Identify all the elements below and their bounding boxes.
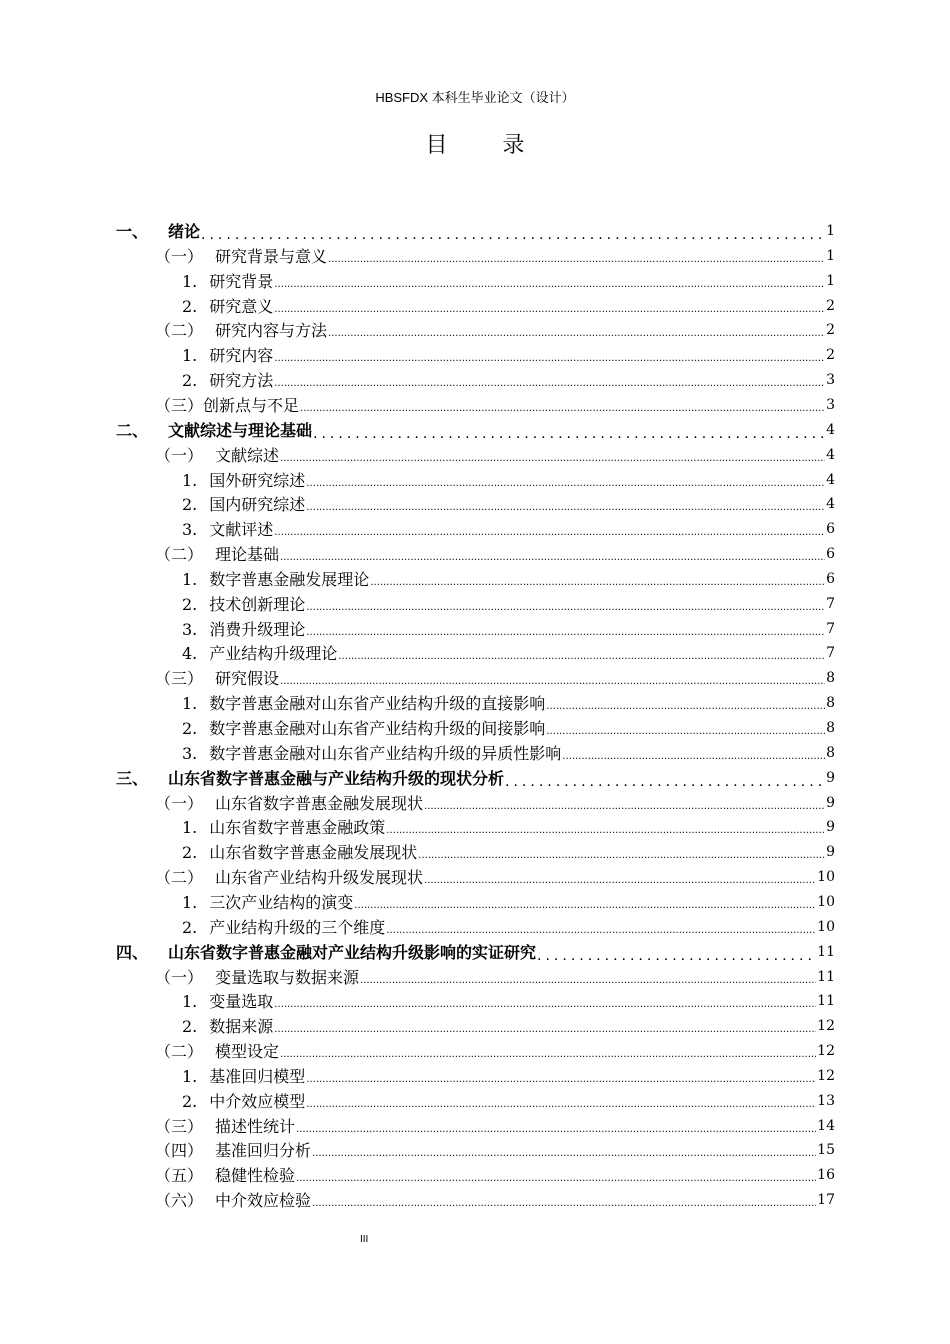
toc-page-number: 2 — [826, 322, 835, 339]
toc-entry-number: 2. — [182, 843, 198, 863]
toc-dot-leader — [280, 1046, 816, 1064]
toc-page-number: 11 — [817, 943, 835, 960]
toc-entry-label: 研究背景与意义 — [215, 246, 328, 266]
toc-page-number: 9 — [826, 819, 835, 836]
toc-entry-number: 四、 — [116, 942, 149, 962]
toc-entry[interactable] — [155, 244, 835, 269]
toc-entry[interactable] — [116, 418, 835, 443]
toc-dot-leader — [300, 400, 825, 418]
toc-page-number: 17 — [817, 1192, 835, 1209]
toc-entry-label: 山东省数字普惠金融与产业结构升级的现状分析 — [168, 768, 505, 788]
toc-entry-label: 消费升级理论 — [209, 619, 306, 639]
toc-entry[interactable] — [116, 940, 835, 965]
toc-page-number: 8 — [826, 720, 835, 736]
toc-entry-number: 1. — [182, 470, 198, 490]
toc-page-number: 10 — [817, 893, 835, 910]
toc-page-number: 7 — [826, 645, 835, 662]
toc-entry-number: 2. — [182, 371, 198, 391]
toc-page-number: 6 — [826, 546, 835, 563]
toc-dot-leader — [274, 1021, 816, 1039]
toc-page-number: 3 — [826, 372, 835, 389]
toc-dot-leader — [360, 972, 816, 990]
toc-entry-label: 山东省数字普惠金融对产业结构升级影响的实证研究 — [168, 942, 537, 962]
toc-dot-leader — [306, 1071, 816, 1089]
toc-entry[interactable] — [182, 815, 835, 840]
toc-entry-label: （三）创新点与不足 — [155, 395, 300, 415]
toc-entry-number: 二、 — [116, 420, 149, 440]
toc-entry-number: 3. — [182, 743, 198, 763]
toc-entry-number: 3. — [182, 520, 198, 540]
toc-entry-number: 2. — [182, 1017, 198, 1037]
toc-entry-label: 文献综述与理论基础 — [168, 420, 313, 440]
toc-page-number: 9 — [826, 844, 835, 861]
toc-page-number: 7 — [826, 620, 835, 637]
toc-entry-number: 2. — [182, 495, 198, 515]
toc-entry-label: 数字普惠金融对山东省产业结构升级的直接影响 — [209, 694, 546, 714]
toc-entry[interactable] — [155, 1188, 835, 1213]
toc-entry-number: （一） — [155, 246, 204, 266]
toc-page-number: 1 — [826, 272, 835, 289]
toc-entry[interactable] — [182, 517, 835, 542]
toc-dot-leader — [354, 897, 816, 915]
toc-dot-leader — [328, 251, 825, 269]
toc-entry-label: 基准回归分析 — [215, 1141, 312, 1161]
toc-entry[interactable] — [182, 617, 835, 642]
toc-dot-leader — [296, 1121, 816, 1139]
toc-entry[interactable] — [182, 741, 835, 766]
toc-entry[interactable] — [155, 1138, 835, 1163]
toc-entry[interactable] — [155, 443, 835, 468]
toc-page-number: 12 — [817, 1043, 835, 1060]
toc-page-number: 8 — [826, 744, 835, 761]
toc-page-number: 11 — [817, 968, 835, 985]
toc-entry-label: 中介效应模型 — [209, 1091, 306, 1111]
toc-entry[interactable] — [116, 219, 835, 244]
toc-entry-number: 3. — [182, 619, 198, 639]
toc-entry[interactable] — [155, 1163, 835, 1188]
toc-page-number: 10 — [817, 869, 835, 886]
toc-dot-leader — [306, 624, 825, 642]
toc-entry-label: 中介效应检验 — [215, 1191, 312, 1211]
toc-entry-label: 数字普惠金融对山东省产业结构升级的间接影响 — [209, 719, 546, 738]
toc-entry-title — [155, 1188, 311, 1213]
toc-entry-title — [182, 617, 305, 642]
toc-entry-title — [116, 940, 536, 965]
toc-entry[interactable] — [182, 492, 835, 517]
toc-dot-leader — [386, 822, 825, 840]
toc-entry[interactable] — [182, 989, 835, 1014]
toc-entry[interactable] — [182, 915, 835, 940]
toc-entry[interactable] — [155, 666, 835, 691]
toc-page-number: 4 — [826, 471, 835, 488]
toc-entry[interactable] — [182, 368, 835, 393]
toc-page-number: 10 — [817, 918, 835, 935]
toc-entry-number: （三） — [155, 669, 204, 689]
toc-entry-number: 2. — [182, 719, 198, 738]
toc-entry-label: 研究方法 — [209, 371, 274, 391]
toc-entry-number: （一） — [155, 793, 204, 813]
toc-dot-leader — [418, 847, 825, 865]
toc-entry-label: 产业结构升级的三个维度 — [209, 917, 386, 937]
toc-dot-leader — [274, 301, 825, 319]
toc-entry-title — [182, 989, 273, 1014]
toc-entry-label: 文献综述 — [215, 445, 280, 465]
toc-entry-title — [155, 244, 327, 269]
toc-dot-leader — [306, 1096, 816, 1114]
toc-page-number: 6 — [826, 521, 835, 538]
toc-entry-number: （一） — [155, 967, 204, 987]
toc-entry[interactable] — [182, 567, 835, 592]
toc-entry-title — [182, 1089, 305, 1114]
toc-page-number: 8 — [826, 670, 835, 687]
toc-entry-label: 三次产业结构的演变 — [209, 892, 354, 912]
toc-entry-label: 研究背景 — [209, 271, 274, 291]
page-number-footer: III — [360, 1234, 369, 1245]
toc-dot-leader — [274, 350, 825, 368]
toc-entry[interactable] — [155, 393, 835, 418]
toc-entry-title — [182, 294, 273, 319]
toc-entry-label: 山东省数字普惠金融发展现状 — [209, 843, 418, 863]
toc-entry-number: （二） — [155, 545, 204, 565]
toc-entry-label: 国内研究综述 — [209, 495, 306, 515]
toc-page-number: 12 — [817, 1018, 835, 1035]
toc-entry-title — [182, 815, 385, 840]
toc-entry-number: （二） — [155, 868, 204, 888]
toc-page-number: 7 — [826, 595, 835, 612]
toc-dot-leader — [328, 325, 825, 343]
toc-entry-number: 1. — [182, 818, 198, 838]
toc-entry-label: 数据来源 — [209, 1017, 274, 1037]
toc-entry-title — [155, 666, 279, 691]
toc-entry-title — [182, 840, 417, 865]
toc-dot-leader — [562, 748, 825, 766]
toc-page-number: 4 — [826, 446, 835, 463]
toc-entry-label: 技术创新理论 — [209, 594, 306, 614]
toc-entry[interactable] — [182, 691, 835, 716]
toc-entry-number: 一、 — [116, 222, 149, 241]
toc-entry-number: 4. — [182, 644, 198, 664]
toc-entry[interactable] — [182, 294, 835, 319]
toc-entry[interactable] — [155, 1114, 835, 1139]
toc-entry-title — [155, 443, 279, 468]
toc-entry-title — [182, 890, 353, 915]
page-header: HBSFDX 本科生毕业论文（设计） — [375, 90, 575, 105]
toc-entry-number: 1. — [182, 346, 198, 366]
toc-page-number: 1 — [826, 223, 835, 239]
toc-dot-leader — [280, 549, 825, 567]
toc-entry[interactable] — [155, 965, 835, 990]
toc-entry[interactable] — [155, 865, 835, 890]
toc-entry-label: 山东省数字普惠金融发展现状 — [215, 793, 424, 813]
toc-entry-label: 绪论 — [168, 222, 201, 241]
toc-entry-label: 产业结构升级理论 — [209, 644, 338, 664]
toc-entry-label: 山东省产业结构升级发展现状 — [215, 868, 424, 888]
toc-entry[interactable] — [155, 791, 835, 816]
toc-dot-leader — [312, 1145, 816, 1163]
toc-page-number: 4 — [826, 496, 835, 513]
toc-entry-label: 文献评述 — [209, 520, 274, 540]
toc-page-number: 2 — [826, 347, 835, 364]
toc-page-number: 11 — [817, 993, 835, 1010]
toc-entry-label: 国外研究综述 — [209, 470, 306, 490]
toc-dot-leader — [296, 1170, 816, 1188]
toc-entry-number: （一） — [155, 445, 204, 465]
toc-page-number: 6 — [826, 570, 835, 587]
toc-entry-label: 研究意义 — [209, 296, 274, 316]
toc-entry-title — [116, 219, 200, 244]
toc-entry-title — [155, 1039, 279, 1064]
toc-entry-number: 1. — [182, 694, 198, 714]
toc-dot-leader — [424, 798, 825, 816]
toc-entry-title — [182, 269, 273, 294]
toc-entry-number: 1. — [182, 992, 198, 1012]
toc-entry-title — [182, 641, 337, 666]
toc-entry-title — [182, 1014, 273, 1039]
toc-entry-label: 研究内容与方法 — [215, 321, 328, 341]
toc-entry-title — [116, 418, 312, 443]
toc-entry[interactable] — [182, 1014, 835, 1039]
toc-entry-label: 研究假设 — [215, 669, 280, 689]
toc-dot-leader — [274, 276, 825, 294]
toc-entry-title — [155, 791, 423, 816]
toc-entry-title — [155, 965, 359, 990]
toc-entry-title — [182, 343, 273, 368]
toc-dot-leader — [306, 499, 825, 517]
toc-entry-number: 2. — [182, 917, 198, 937]
toc-entry-number: 2. — [182, 1091, 198, 1111]
toc-page-number: 9 — [826, 794, 835, 811]
toc-entry-number: 2. — [182, 296, 198, 316]
toc-page-number: 13 — [817, 1092, 835, 1109]
toc-entry-label: 变量选取 — [209, 992, 274, 1012]
toc-entry-title — [116, 766, 504, 791]
toc-page-number: 15 — [817, 1142, 835, 1159]
toc-entry-title — [182, 567, 369, 592]
toc-entry-title — [182, 691, 545, 716]
toc-entry-title — [182, 368, 273, 393]
toc-page-number: 4 — [826, 421, 835, 438]
toc-entry[interactable] — [155, 542, 835, 567]
toc-entry-number: （四） — [155, 1141, 204, 1161]
toc-page-number: 8 — [826, 695, 835, 712]
toc-entry-title — [182, 716, 545, 741]
toc-entry-title — [182, 517, 273, 542]
toc-entry[interactable] — [182, 641, 835, 666]
toc-page-number: 2 — [826, 297, 835, 314]
toc-entry[interactable] — [116, 766, 835, 791]
toc-dot-leader — [280, 450, 825, 468]
toc-entry[interactable] — [182, 269, 835, 294]
toc-dot-leader — [313, 425, 825, 443]
toc-dot-leader — [201, 226, 825, 244]
toc-page-number: 16 — [817, 1167, 835, 1184]
toc-entry-number: 三、 — [116, 768, 149, 788]
toc-entry-title — [155, 318, 327, 343]
toc-dot-leader — [274, 996, 816, 1014]
toc-entry-label: 模型设定 — [215, 1042, 280, 1062]
toc-dot-leader — [505, 773, 825, 791]
toc-entry[interactable] — [182, 840, 835, 865]
toc-entry-number: （三） — [155, 1116, 204, 1136]
toc-entry-title — [155, 542, 279, 567]
toc-dot-leader — [274, 524, 825, 542]
toc-dot-leader — [424, 872, 816, 890]
toc-entry-title — [155, 393, 299, 418]
toc-entry-title — [155, 865, 423, 890]
toc-dot-leader — [338, 648, 825, 666]
toc-page-number: 14 — [817, 1117, 835, 1134]
toc-entry-title — [182, 468, 305, 493]
toc-entry-title — [182, 741, 561, 766]
toc-dot-leader — [537, 947, 816, 965]
toc-entry-title — [155, 1138, 311, 1163]
toc-entry[interactable] — [182, 890, 835, 915]
toc-entry-label: 理论基础 — [215, 545, 280, 565]
toc-entry-label: 山东省数字普惠金融政策 — [209, 818, 386, 838]
page-title: 目 录 — [425, 133, 549, 158]
toc-entry-label: 变量选取与数据来源 — [215, 967, 360, 987]
toc-entry[interactable] — [182, 468, 835, 493]
toc-entry-title — [182, 915, 385, 940]
toc-entry[interactable] — [182, 716, 835, 741]
toc-entry-label: 基准回归模型 — [209, 1066, 306, 1086]
toc-entry-number: （六） — [155, 1191, 204, 1211]
toc-entry-number: 1. — [182, 569, 198, 589]
toc-page-number: 3 — [826, 396, 835, 413]
toc-dot-leader — [306, 475, 825, 493]
toc-entry[interactable] — [182, 1064, 835, 1089]
toc-entry-number: 2. — [182, 594, 198, 614]
toc-entry-number: 1. — [182, 1066, 198, 1086]
toc-page-number: 12 — [817, 1067, 835, 1084]
toc-page-number: 9 — [826, 769, 835, 786]
toc-entry[interactable] — [155, 318, 835, 343]
toc-entry[interactable] — [182, 343, 835, 368]
toc-entry-number: （五） — [155, 1166, 204, 1186]
toc-entry-label: 数字普惠金融发展理论 — [209, 569, 370, 589]
toc-entry-label: 描述性统计 — [215, 1116, 296, 1136]
toc-dot-leader — [306, 599, 825, 617]
toc-entry-title — [182, 492, 305, 517]
toc-entry-number: （二） — [155, 1042, 204, 1062]
toc-entry[interactable] — [155, 1039, 835, 1064]
toc-entry[interactable] — [182, 592, 835, 617]
toc-entry-label: 稳健性检验 — [215, 1166, 296, 1186]
toc-dot-leader — [370, 574, 825, 592]
toc-entry-title — [155, 1163, 295, 1188]
toc-entry-label: 数字普惠金融对山东省产业结构升级的异质性影响 — [209, 743, 562, 763]
toc-entry-number: （二） — [155, 321, 204, 341]
toc-page-number: 1 — [826, 247, 835, 264]
toc-entry-title — [182, 592, 305, 617]
toc-dot-leader — [312, 1195, 816, 1213]
toc-entry-title — [155, 1114, 295, 1139]
toc-dot-leader — [274, 375, 825, 393]
toc-dot-leader — [546, 698, 825, 716]
toc-dot-leader — [280, 673, 825, 691]
toc-entry-number: 1. — [182, 892, 198, 912]
toc-entry-number: 1. — [182, 271, 198, 291]
toc-entry[interactable] — [182, 1089, 835, 1114]
toc-dot-leader — [386, 922, 816, 940]
toc-entry-label: 研究内容 — [209, 346, 274, 366]
toc-dot-leader — [546, 723, 825, 741]
toc-entry-title — [182, 1064, 305, 1089]
